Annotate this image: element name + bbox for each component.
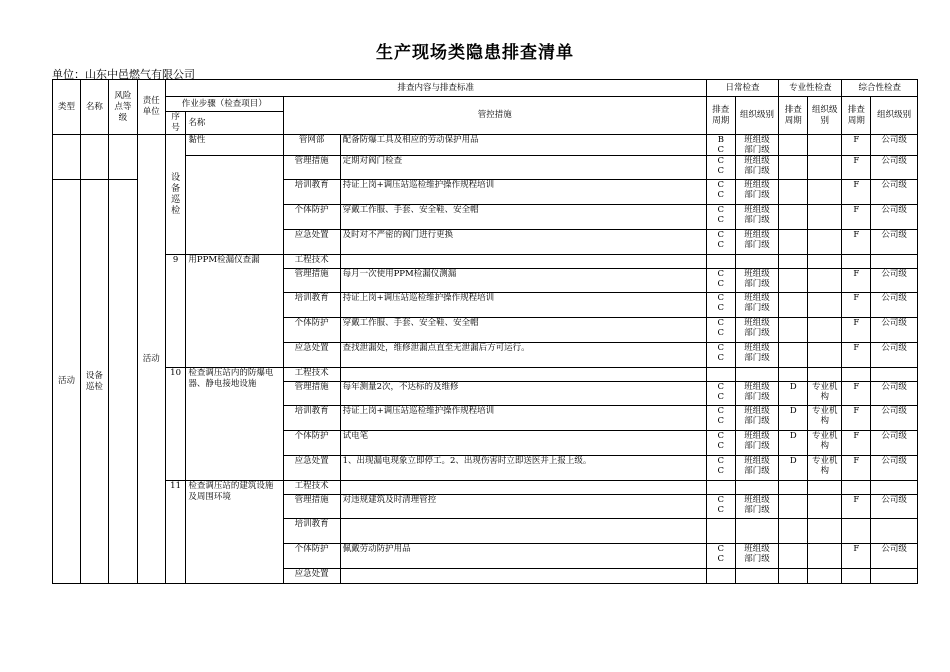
special-cycle (779, 544, 808, 569)
daily-org (735, 230, 778, 255)
comp-cycle: F (842, 456, 871, 481)
daily-cycle (706, 255, 735, 269)
daily-org (735, 293, 778, 318)
control-measure: 定期对阀门检查 (340, 156, 706, 180)
special-org (808, 481, 842, 495)
measure-category: 工程技术 (283, 481, 340, 495)
control-measure: 持证上岗+调压站巡检维护操作规程培训 (340, 406, 706, 431)
special-cycle (779, 230, 808, 255)
daily-org-2: 部门级 (744, 240, 770, 250)
comp-cycle (842, 569, 871, 584)
special-org (808, 156, 842, 180)
special-cycle (779, 269, 808, 293)
daily-cycle-1: B (717, 135, 724, 145)
daily-org (735, 318, 778, 343)
control-measure (340, 569, 706, 584)
control-measure: 1、出现漏电现象立即停工。2、出现伤害时立即送医并上报上级。 (340, 456, 706, 481)
daily-org-1: 班组级 (744, 431, 770, 441)
daily-org-2: 部门级 (744, 166, 770, 176)
header-comp-cycle: 排查周期 (842, 97, 871, 135)
daily-org (735, 495, 778, 519)
table-row (53, 135, 918, 156)
daily-cycle-2: C (717, 554, 725, 564)
comp-cycle: F (842, 382, 871, 406)
comp-org: 公司级 (871, 382, 918, 406)
header-responsible: 责任单位 (137, 80, 165, 135)
comp-cycle (842, 368, 871, 382)
measure-category: 培训教育 (283, 180, 340, 205)
measure-category: 管理措施 (283, 495, 340, 519)
daily-cycle-1: C (717, 180, 725, 190)
control-measure (340, 481, 706, 495)
daily-cycle (706, 230, 735, 255)
name-cell-top (80, 135, 108, 180)
daily-cycle (706, 205, 735, 230)
daily-org (735, 544, 778, 569)
measure-category: 个体防护 (283, 544, 340, 569)
control-measure: 及时对不严密的阀门进行更换 (340, 230, 706, 255)
header-special-cycle: 排查周期 (779, 97, 808, 135)
daily-org-1: 班组级 (744, 156, 770, 166)
type-cell-top (53, 135, 81, 180)
daily-cycle-1: C (717, 544, 725, 554)
daily-org-1: 班组级 (744, 318, 770, 328)
daily-cycle (706, 569, 735, 584)
control-measure: 试电笔 (340, 431, 706, 456)
daily-cycle (706, 456, 735, 481)
control-measure: 对违规建筑及时清理管控 (340, 495, 706, 519)
comp-cycle: F (842, 293, 871, 318)
daily-org (735, 519, 778, 544)
measure-category: 应急处置 (283, 343, 340, 368)
daily-org (735, 481, 778, 495)
control-measure: 穿戴工作服、手套、安全鞋、安全帽 (340, 205, 706, 230)
daily-cycle (706, 382, 735, 406)
special-cycle (779, 495, 808, 519)
control-measure: 穿戴工作服、手套、安全鞋、安全帽 (340, 318, 706, 343)
hazard-checklist-table (52, 79, 918, 584)
measure-category: 管理措施 (283, 382, 340, 406)
daily-org-1: 班组级 (744, 382, 770, 392)
daily-org-2: 部门级 (744, 392, 770, 402)
header-daily-check: 日常检查 (706, 80, 778, 97)
daily-cycle (706, 293, 735, 318)
special-org (808, 205, 842, 230)
daily-cycle-1: C (717, 343, 725, 353)
daily-cycle (706, 431, 735, 456)
section0-name-blank (186, 156, 283, 255)
special-org (808, 431, 842, 456)
daily-org-2: 部门级 (744, 279, 770, 289)
daily-org-1: 班组级 (744, 406, 770, 416)
header-special-check: 专业性检查 (779, 80, 842, 97)
daily-cycle-2: C (717, 279, 725, 289)
daily-cycle-2: C (717, 145, 725, 155)
daily-cycle-2: C (717, 328, 725, 338)
comp-cycle: F (842, 343, 871, 368)
measure-category: 个体防护 (283, 431, 340, 456)
section-name: 检查调压站内的防爆电器、静电接地设施 (186, 368, 283, 481)
daily-org-1: 班组级 (744, 293, 770, 303)
header-risk-level: 风险点等级 (108, 80, 137, 135)
special-cycle (779, 180, 808, 205)
daily-cycle-2: C (717, 392, 725, 402)
risk-cell-top (108, 135, 137, 180)
control-measure: 持证上岗+调压站巡检维护操作规程培训 (340, 293, 706, 318)
comp-cycle: F (842, 180, 871, 205)
daily-cycle-1: C (717, 205, 725, 215)
daily-org (735, 569, 778, 584)
measure-category: 培训教育 (283, 293, 340, 318)
daily-cycle-1: C (717, 318, 725, 328)
comp-org (871, 519, 918, 544)
daily-cycle-2: C (717, 215, 725, 225)
daily-org-2: 部门级 (744, 190, 770, 200)
comp-org: 公司级 (871, 205, 918, 230)
control-measure (340, 368, 706, 382)
header-special-org: 组织级别 (808, 97, 842, 135)
daily-org (735, 431, 778, 456)
daily-org-1: 班组级 (744, 205, 770, 215)
special-cycle (779, 343, 808, 368)
control-measure: 配备防爆工具及相应的劳动保护用品 (340, 135, 706, 156)
section-name: 用PPM检漏仪查漏 (186, 255, 283, 368)
comp-org: 公司级 (871, 135, 918, 156)
measure-category: 工程技术 (283, 255, 340, 269)
daily-cycle (706, 180, 735, 205)
measure-category: 管理措施 (283, 156, 340, 180)
special-cycle (779, 368, 808, 382)
special-cycle (779, 135, 808, 156)
daily-cycle (706, 406, 735, 431)
daily-cycle (706, 495, 735, 519)
daily-cycle-2: C (717, 166, 725, 176)
daily-org-2: 部门级 (744, 215, 770, 225)
measure-category: 应急处置 (283, 456, 340, 481)
comp-org: 公司级 (871, 406, 918, 431)
daily-org-2: 部门级 (744, 416, 770, 426)
control-measure (340, 519, 706, 544)
special-cycle (779, 205, 808, 230)
comp-org: 公司级 (871, 495, 918, 519)
special-cycle (779, 519, 808, 544)
comp-cycle: F (842, 431, 871, 456)
daily-cycle (706, 544, 735, 569)
special-org (808, 519, 842, 544)
header-item-name: 名称 (186, 112, 283, 135)
daily-org-1: 班组级 (744, 269, 770, 279)
daily-cycle-1: C (717, 293, 725, 303)
unit-label: 单位：山东中邑燃气有限公司 (52, 68, 195, 81)
daily-org-2: 部门级 (744, 554, 770, 564)
daily-cycle (706, 318, 735, 343)
special-org-text: 专业机构 (812, 456, 838, 476)
measure-category: 个体防护 (283, 205, 340, 230)
activity-name-text: 设备巡检 (85, 370, 103, 392)
daily-org-1: 班组级 (744, 230, 770, 240)
special-org (808, 180, 842, 205)
comp-org: 公司级 (871, 180, 918, 205)
section-seq: 9 (165, 255, 186, 368)
daily-org-1: 班组级 (744, 495, 770, 505)
daily-cycle-2: C (717, 416, 725, 426)
comp-cycle: F (842, 205, 871, 230)
activity-name (80, 180, 108, 584)
measure-category: 应急处置 (283, 230, 340, 255)
daily-org (735, 135, 778, 156)
header-daily-cycle: 排查周期 (706, 97, 735, 135)
comp-org (871, 255, 918, 269)
comp-cycle: F (842, 406, 871, 431)
comp-cycle: F (842, 269, 871, 293)
daily-cycle-1: C (717, 406, 725, 416)
daily-org (735, 382, 778, 406)
daily-org-2: 部门级 (744, 303, 770, 313)
comp-org: 公司级 (871, 456, 918, 481)
daily-cycle (706, 269, 735, 293)
comp-org: 公司级 (871, 230, 918, 255)
section-name: 检查调压站的建筑设施及周围环境 (186, 481, 283, 584)
comp-org: 公司级 (871, 544, 918, 569)
group-label-text: 设备巡检 (171, 173, 181, 216)
daily-org (735, 269, 778, 293)
comp-cycle (842, 255, 871, 269)
daily-org-2: 部门级 (744, 145, 770, 155)
special-cycle (779, 156, 808, 180)
special-org (808, 255, 842, 269)
daily-cycle-2: C (717, 505, 725, 515)
daily-org (735, 406, 778, 431)
control-measure (340, 255, 706, 269)
special-org (808, 230, 842, 255)
daily-org (735, 343, 778, 368)
comp-org: 公司级 (871, 269, 918, 293)
daily-org-2: 部门级 (744, 353, 770, 363)
measure-category: 管理措施 (283, 269, 340, 293)
measure-category: 培训教育 (283, 406, 340, 431)
special-org (808, 569, 842, 584)
section-seq: 10 (165, 368, 186, 481)
comp-org (871, 569, 918, 584)
comp-org (871, 368, 918, 382)
daily-cycle-2: C (717, 240, 725, 250)
daily-cycle-2: C (717, 303, 725, 313)
special-org (808, 318, 842, 343)
special-cycle: D (779, 406, 808, 431)
special-cycle (779, 481, 808, 495)
responsible-unit: 活动 (137, 135, 165, 584)
daily-cycle-2: C (717, 466, 725, 476)
special-cycle (779, 255, 808, 269)
daily-cycle-1: C (717, 495, 725, 505)
daily-org (735, 156, 778, 180)
daily-org-2: 部门级 (744, 466, 770, 476)
control-measure: 查找泄漏处，维修泄漏点直至无泄漏后方可运行。 (340, 343, 706, 368)
daily-org-1: 班组级 (744, 456, 770, 466)
daily-cycle (706, 519, 735, 544)
comp-cycle: F (842, 495, 871, 519)
measure-category: 个体防护 (283, 318, 340, 343)
comp-cycle: F (842, 135, 871, 156)
daily-org (735, 205, 778, 230)
special-org (808, 406, 842, 431)
header-seq: 序号 (165, 112, 186, 135)
header-name: 名称 (80, 80, 108, 135)
header-daily-org: 组织级别 (735, 97, 778, 135)
daily-cycle (706, 481, 735, 495)
daily-cycle (706, 343, 735, 368)
measure-category: 工程技术 (283, 368, 340, 382)
comp-cycle (842, 481, 871, 495)
measure-category: 管网部 (283, 135, 340, 156)
group-label (165, 135, 186, 255)
header-content-standard: 排查内容与排查标准 (165, 80, 706, 97)
special-cycle (779, 293, 808, 318)
special-org (808, 269, 842, 293)
special-org (808, 456, 842, 481)
daily-cycle-1: C (717, 230, 725, 240)
comp-org: 公司级 (871, 293, 918, 318)
special-org (808, 343, 842, 368)
special-cycle: D (779, 431, 808, 456)
comp-org: 公司级 (871, 431, 918, 456)
special-cycle: D (779, 456, 808, 481)
special-org-text: 专业机构 (812, 431, 838, 451)
daily-cycle-1: C (717, 456, 725, 466)
comp-cycle: F (842, 230, 871, 255)
comp-cycle: F (842, 156, 871, 180)
header-control-measures: 管控措施 (283, 97, 706, 135)
daily-cycle-1: C (717, 156, 725, 166)
special-org (808, 544, 842, 569)
risk-level-cell (108, 180, 137, 584)
special-org-text: 专业机构 (812, 382, 838, 402)
special-org (808, 293, 842, 318)
daily-org (735, 255, 778, 269)
comp-org (871, 481, 918, 495)
daily-cycle (706, 368, 735, 382)
table-row (53, 481, 918, 495)
daily-cycle (706, 135, 735, 156)
daily-cycle-2: C (717, 190, 725, 200)
daily-org-2: 部门级 (744, 441, 770, 451)
special-org (808, 368, 842, 382)
daily-org-1: 班组级 (744, 544, 770, 554)
section0-name: 黏性 (186, 135, 283, 156)
control-measure: 每年测量2次，不达标的及维修 (340, 382, 706, 406)
measure-category: 应急处置 (283, 569, 340, 584)
comp-org: 公司级 (871, 343, 918, 368)
special-cycle (779, 318, 808, 343)
special-cycle (779, 569, 808, 584)
daily-org-1: 班组级 (744, 343, 770, 353)
table-row (53, 255, 918, 269)
special-org (808, 135, 842, 156)
comp-cycle: F (842, 318, 871, 343)
daily-org (735, 180, 778, 205)
header-work-step: 作业步骤（检查项目） (165, 97, 283, 112)
daily-org (735, 456, 778, 481)
header-comprehensive-check: 综合性检查 (842, 80, 918, 97)
control-measure: 持证上岗+调压站巡检维护操作规程培训 (340, 180, 706, 205)
daily-cycle-1: C (717, 431, 725, 441)
daily-cycle-1: C (717, 269, 725, 279)
special-cycle: D (779, 382, 808, 406)
comp-cycle: F (842, 544, 871, 569)
special-org-text: 专业机构 (812, 406, 838, 426)
daily-cycle-2: C (717, 441, 725, 451)
special-org (808, 495, 842, 519)
comp-org: 公司级 (871, 318, 918, 343)
daily-org (735, 368, 778, 382)
comp-org: 公司级 (871, 156, 918, 180)
daily-cycle-1: C (717, 382, 725, 392)
header-row-1 (53, 80, 918, 97)
daily-org-1: 班组级 (744, 180, 770, 190)
daily-org-2: 部门级 (744, 505, 770, 515)
activity-type: 活动 (53, 180, 81, 584)
section-seq: 11 (165, 481, 186, 584)
comp-cycle (842, 519, 871, 544)
daily-org-1: 班组级 (744, 135, 770, 145)
page-title: 生产现场类隐患排查清单 (376, 43, 574, 63)
control-measure: 佩戴劳动防护用品 (340, 544, 706, 569)
daily-cycle (706, 156, 735, 180)
measure-category: 培训教育 (283, 519, 340, 544)
header-row-2 (53, 97, 918, 112)
table-row (53, 368, 918, 382)
daily-org-2: 部门级 (744, 328, 770, 338)
daily-cycle-2: C (717, 353, 725, 363)
header-comp-org: 组织级别 (871, 97, 918, 135)
header-type: 类型 (53, 80, 81, 135)
special-org (808, 382, 842, 406)
control-measure: 每月一次使用PPM检漏仪测漏 (340, 269, 706, 293)
